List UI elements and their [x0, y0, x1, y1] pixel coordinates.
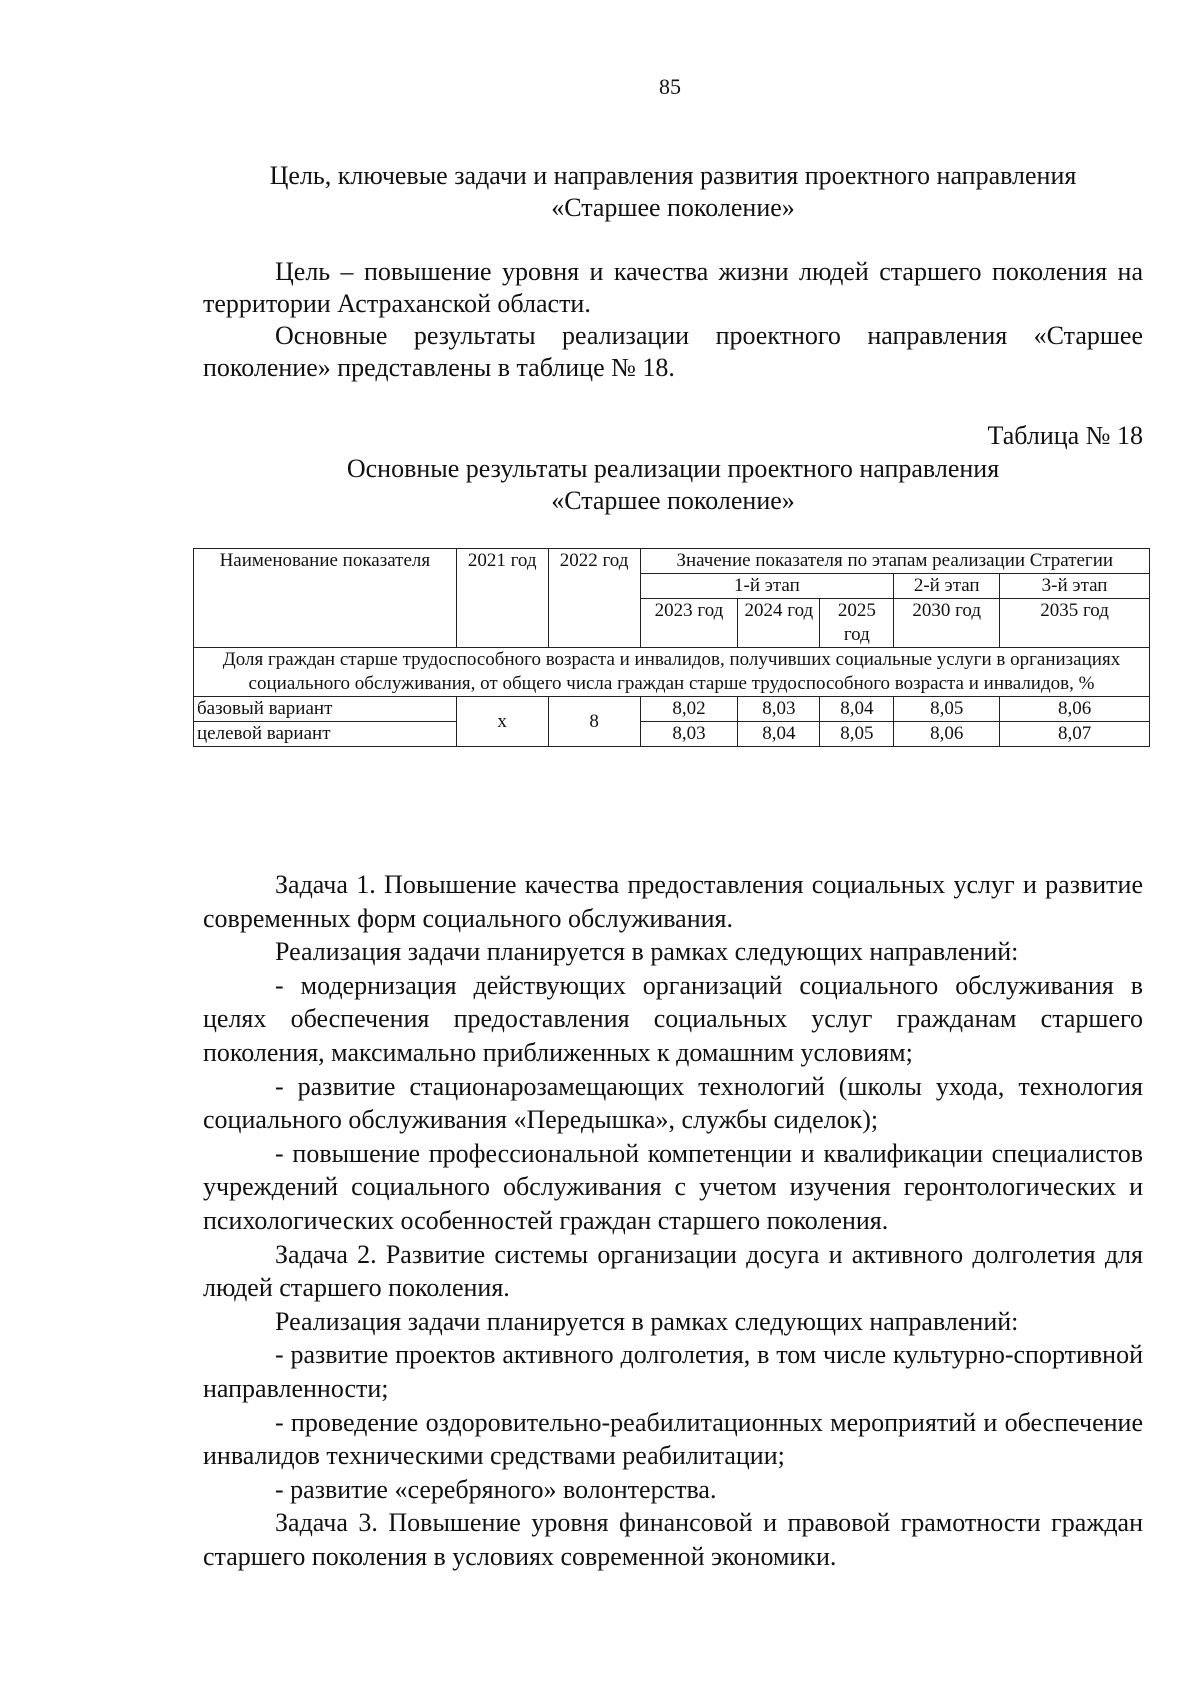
section-heading-line-1: Цель, ключевые задачи и направления развития проектного направления	[269, 161, 1077, 190]
table-row	[194, 697, 1150, 722]
table-cell: 8,05	[894, 697, 1000, 722]
task-2-direction-1: - развитие проектов активного долголетия, в том числе культурно-спортивной направленности;	[203, 1340, 1143, 1403]
table-cell: 8,06	[894, 722, 1000, 747]
header-stages: Значение показателя по этапам реализации Стратегии	[640, 549, 1149, 574]
tasks-section	[203, 868, 1143, 1573]
task-1-direction-2: - развитие стационарозамещающих технологий (школы ухода, технология социального обслуживания «Передышка», службы сиделок);	[203, 1071, 1143, 1135]
task-2-direction-2: - проведение оздоровительно-реабилитационных мероприятий и обеспечение инвалидов техническими средствами реабилитации;	[203, 1407, 1143, 1471]
header-2030: 2030 год	[894, 599, 1000, 648]
goal-paragraph: Цель – повышение уровня и качества жизни людей старшего поколения на территории Астраханской области.	[203, 257, 1143, 318]
header-stage-1: 1-й этап	[640, 574, 894, 599]
table-title	[203, 453, 1143, 517]
section-heading-line-2: «Старшее поколение»	[551, 193, 795, 222]
header-2021: 2021 год	[456, 549, 548, 648]
value-2021: х	[456, 697, 548, 747]
task-2-direction-3: - развитие «серебряного» волонтерства.	[275, 1474, 717, 1504]
header-stage-2: 2-й этап	[894, 574, 1000, 599]
table-title-line-2: «Старшее поколение»	[551, 486, 795, 515]
results-reference-paragraph: Основные результаты реализации проектного направления «Старшее поколение» представлены в таблице № 18.	[203, 321, 1143, 382]
header-stage-3: 3-й этап	[1000, 574, 1150, 599]
table-label: Таблица № 18	[987, 421, 1143, 450]
table-title-line-1: Основные результаты реализации проектного направления	[346, 454, 1000, 483]
header-2025: 2025 год	[820, 599, 894, 648]
indicator-description: Доля граждан старше трудоспособного возраста и инвалидов, получивших социальные услуги в организациях социального обслуживания, от общего числа граждан старше трудоспособного возраста и инвалидов, %	[194, 648, 1150, 697]
header-2023: 2023 год	[640, 599, 738, 648]
table-cell: 8,05	[820, 722, 894, 747]
table-header-row	[194, 549, 1150, 574]
header-2035: 2035 год	[1000, 599, 1150, 648]
table-cell: 8,04	[738, 722, 820, 747]
task-1-direction-1: - модернизация действующих организаций социального обслуживания в целях обеспечения предоставления социальных услуг гражданам старшего поколения, максимально приближенных к домашним условиям;	[203, 970, 1143, 1067]
header-indicator-name: Наименование показателя	[194, 549, 457, 648]
row-label: целевой вариант	[194, 722, 457, 747]
section-heading	[203, 160, 1143, 224]
table-cell: 8,02	[640, 697, 738, 722]
table-row	[194, 722, 1150, 747]
page-number: 85	[659, 74, 681, 99]
task-2: Задача 2. Развитие системы организации досуга и активного долголетия для людей старшего поколения.	[203, 1239, 1143, 1303]
table-indicator-row	[194, 648, 1150, 697]
task-1: Задача 1. Повышение качества предоставления социальных услуг и развитие современных форм социального обслуживания.	[203, 870, 1143, 933]
task-2-directions-intro: Реализация задачи планируется в рамках следующих направлений:	[275, 1306, 1019, 1336]
task-1-direction-3: - повышение профессиональной компетенции и квалификации специалистов учреждений социального обслуживания с учетом изучения геронтологических и психологических особенностей граждан старшего поколения.	[203, 1138, 1143, 1235]
table-cell: 8,03	[738, 697, 820, 722]
task-3: Задача 3. Повышение уровня финансовой и правовой грамотности граждан старшего поколения в условиях современной экономики.	[203, 1508, 1143, 1571]
results-table	[193, 548, 1150, 747]
table-cell: 8,03	[640, 722, 738, 747]
task-1-directions-intro: Реализация задачи планируется в рамках следующих направлений:	[275, 937, 1019, 967]
table-cell: 8,04	[820, 697, 894, 722]
value-2022: 8	[548, 697, 640, 747]
header-2022: 2022 год	[548, 549, 640, 648]
header-2024: 2024 год	[738, 599, 820, 648]
intro-section	[203, 256, 1143, 384]
table-cell: 8,07	[1000, 722, 1150, 747]
row-label: базовый вариант	[194, 697, 457, 722]
table-cell: 8,06	[1000, 697, 1150, 722]
